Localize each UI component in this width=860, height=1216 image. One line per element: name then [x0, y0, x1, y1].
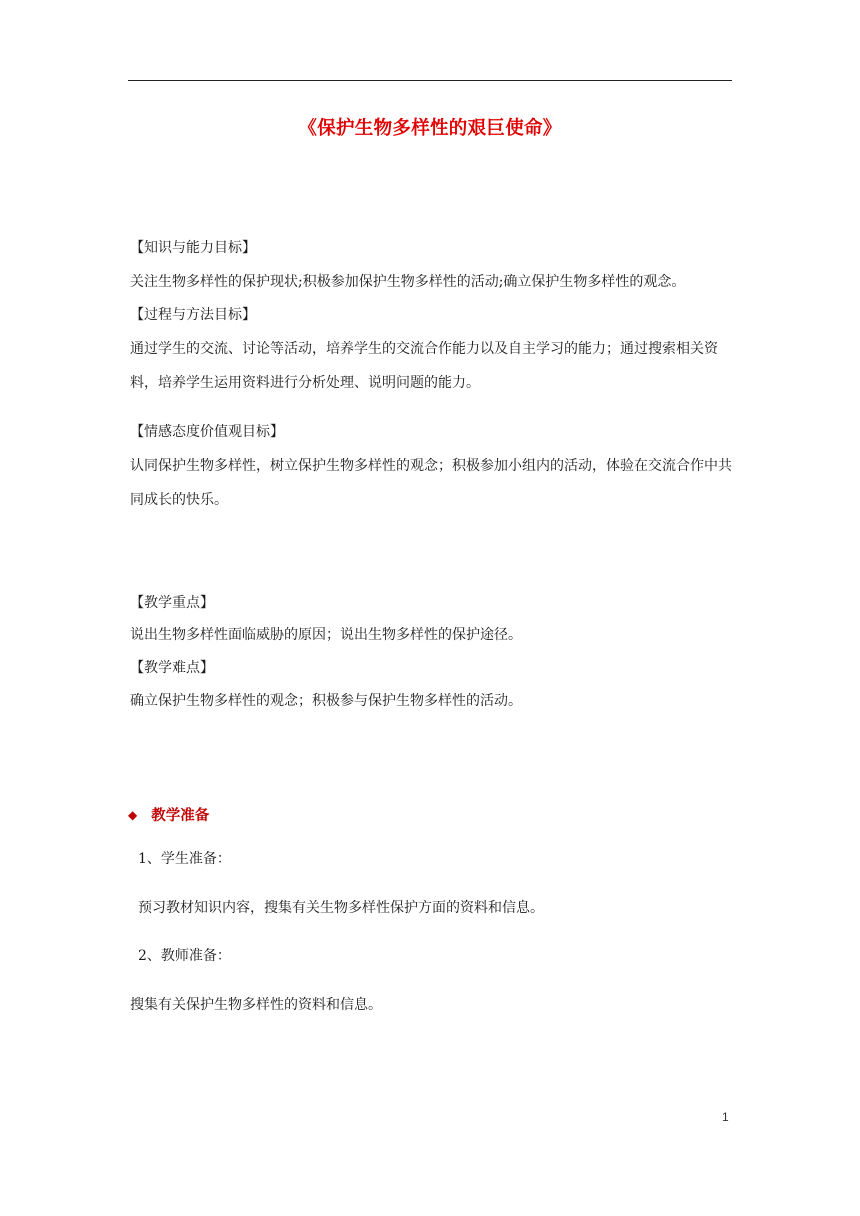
- header-rule: [128, 80, 732, 81]
- student-preparation-text: 预习教材知识内容，搜集有关生物多样性保护方面的资料和信息。: [138, 900, 544, 916]
- knowledge-objectives-heading: 【知识与能力目标】: [130, 240, 256, 256]
- document-title: 《保护生物多样性的艰巨使命》: [298, 118, 562, 139]
- knowledge-objectives-text: 关注生物多样性的保护现状;积极参加保护生物多样性的活动;确立保护生物多样性的观念。: [130, 274, 686, 290]
- emotion-objectives-heading: 【情感态度价值观目标】: [130, 424, 284, 440]
- preparation-heading: [128, 804, 209, 825]
- preparation-heading-label: 教学准备: [151, 807, 210, 824]
- process-objectives-text: 通过学生的交流、讨论等活动，培养学生的交流合作能力以及自主学习的能力；通过搜索相关资料，培养学生运用资料进行分析处理、说明问题的能力。: [130, 341, 718, 391]
- teaching-difficulty-heading: 【教学难点】: [130, 660, 214, 676]
- emotion-objectives-text: 认同保护生物多样性，树立保护生物多样性的观念；积极参加小组内的活动，体验在交流合作中共同成长的快乐。: [130, 458, 732, 508]
- teaching-focus-text: 说出生物多样性面临威胁的原因；说出生物多样性的保护途径。: [130, 627, 522, 643]
- teaching-difficulty-text: 确立保护生物多样性的观念；积极参与保护生物多样性的活动。: [130, 693, 522, 709]
- student-preparation-label: 1、学生准备：: [138, 851, 231, 867]
- teaching-focus-heading: 【教学重点】: [130, 595, 214, 611]
- process-objectives-heading: 【过程与方法目标】: [130, 307, 256, 323]
- teacher-preparation-text: 搜集有关保护生物多样性的资料和信息。: [130, 997, 382, 1013]
- teacher-preparation-label: 2、教师准备：: [138, 948, 231, 964]
- page-number: 1: [722, 1110, 729, 1124]
- diamond-bullet-icon: ◆: [128, 808, 138, 822]
